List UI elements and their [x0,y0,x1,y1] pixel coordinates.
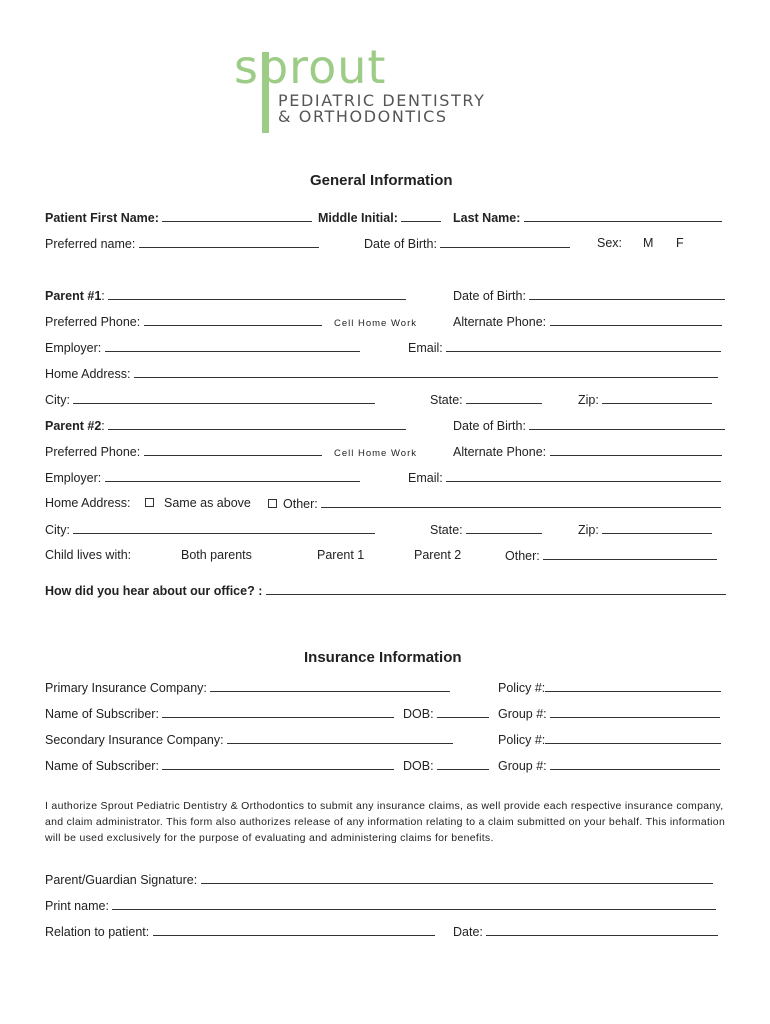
parent1-name-field[interactable]: Parent #1: [45,288,406,303]
referral-label: How did you hear about our office? : [45,584,263,598]
relation-field[interactable] [45,924,435,939]
guardian-signature-field[interactable] [45,872,713,887]
primary-group-field[interactable] [498,706,720,721]
primary-policy-label: Policy #: [498,681,546,695]
relation-label: Relation to patient: [45,925,150,939]
lives-both-option[interactable]: Both parents [181,548,252,562]
child-lives-label: Child lives with: [45,548,132,562]
parent2-name-field[interactable]: Parent #2: [45,418,406,433]
primary-subscriber-label: Name of Subscriber: [45,707,159,721]
parent2-alt-phone-label: Alternate Phone: [453,445,547,459]
secondary-dob-field[interactable] [403,758,489,773]
parent2-city-label: City: [45,523,70,537]
parent1-dob-field[interactable] [453,288,725,303]
parent1-alt-phone-label: Alternate Phone: [453,315,547,329]
parent1-city-label: City: [45,393,70,407]
lives-parent2-option[interactable]: Parent 2 [414,548,462,562]
referral-field[interactable] [45,583,726,598]
parent1-employer-label: Employer: [45,341,102,355]
parent2-label: Parent #2 [45,419,102,433]
secondary-subscriber-field[interactable] [45,758,394,773]
patient-dob-label: Date of Birth: [364,237,437,251]
other-address-label: Other: [283,497,318,511]
patient-dob-field[interactable] [364,236,570,251]
parent2-phone-label: Preferred Phone: [45,445,141,459]
authorization-paragraph: I authorize Sprout Pediatric Dentistry & Orthodontics to submit any insurance claims, as well provide each respective insurance company, and claim administrator. This form also authorizes release of any information relating to a claim submitted on your behalf. This information will be used exclusively for the purpose of evaluating and administering claims for benefits. [45,800,726,844]
sex-label: Sex: [597,236,623,250]
checkbox-icon [145,498,154,507]
secondary-subscriber-label: Name of Subscriber: [45,759,159,773]
parent2-zip-label: Zip: [578,523,599,537]
logo-line-1: PEDIATRIC DENTISTRY [278,91,486,110]
parent1-state-field[interactable] [430,392,542,407]
secondary-insurance-field[interactable] [45,732,453,747]
secondary-policy-field[interactable] [498,732,721,747]
secondary-insurance-label: Secondary Insurance Company: [45,733,224,747]
parent1-label: Parent #1 [45,289,102,303]
other-address-field[interactable] [268,496,721,511]
parent1-zip-field[interactable] [578,392,712,407]
parent1-email-field[interactable] [408,340,721,355]
same-as-above-checkbox[interactable] [145,496,251,510]
guardian-signature-label: Parent/Guardian Signature: [45,873,198,887]
middle-initial-field[interactable] [318,210,441,225]
parent2-city-field[interactable] [45,522,375,537]
middle-initial-label: Middle Initial: [318,211,398,225]
same-as-above-label: Same as above [164,496,251,510]
primary-dob-field[interactable] [403,706,489,721]
parent2-state-label: State: [430,523,463,537]
logo-wordmark: sprout [234,40,387,94]
parent2-phone-field[interactable] [45,444,322,459]
parent1-phone-label: Preferred Phone: [45,315,141,329]
logo-line-2: & ORTHODONTICS [278,107,448,126]
parent2-email-label: Email: [408,471,443,485]
parent1-address-label: Home Address: [45,367,131,381]
general-info-title: General Information [310,172,453,189]
checkbox-icon [268,499,277,508]
primary-insurance-label: Primary Insurance Company: [45,681,207,695]
primary-dob-label: DOB: [403,707,434,721]
preferred-name-field[interactable] [45,236,319,251]
secondary-group-label: Group #: [498,759,547,773]
secondary-policy-label: Policy #: [498,733,546,747]
primary-subscriber-field[interactable] [45,706,394,721]
parent2-alt-phone-field[interactable] [453,444,722,459]
parent1-phone-types[interactable]: Cell Home Work [334,318,417,329]
insurance-info-title: Insurance Information [304,649,462,666]
last-name-field[interactable] [453,210,722,225]
patient-first-name-field[interactable] [45,210,312,225]
parent1-email-label: Email: [408,341,443,355]
preferred-name-label: Preferred name: [45,237,136,251]
parent1-dob-label: Date of Birth: [453,289,526,303]
lives-other-label: Other: [505,549,540,563]
print-name-label: Print name: [45,899,109,913]
parent2-state-field[interactable] [430,522,542,537]
sex-option-m[interactable]: M [643,236,654,250]
print-name-field[interactable] [45,898,716,913]
parent1-address-field[interactable] [45,366,718,381]
signature-date-label: Date: [453,925,483,939]
parent1-state-label: State: [430,393,463,407]
primary-group-label: Group #: [498,707,547,721]
last-name-label: Last Name: [453,211,521,225]
lives-parent1-option[interactable]: Parent 1 [317,548,365,562]
parent2-dob-label: Date of Birth: [453,419,526,433]
primary-policy-field[interactable] [498,680,721,695]
parent2-phone-types[interactable]: Cell Home Work [334,448,417,459]
primary-insurance-field[interactable] [45,680,450,695]
parent1-alt-phone-field[interactable] [453,314,722,329]
parent1-city-field[interactable] [45,392,375,407]
patient-first-name-label: Patient First Name: [45,211,159,225]
parent1-zip-label: Zip: [578,393,599,407]
parent2-employer-label: Employer: [45,471,102,485]
parent2-address-label: Home Address: [45,496,131,510]
secondary-dob-label: DOB: [403,759,434,773]
sex-option-f[interactable]: F [676,236,684,250]
parent1-phone-field[interactable] [45,314,322,329]
secondary-group-field[interactable] [498,758,720,773]
parent2-email-field[interactable] [408,470,721,485]
lives-other-field[interactable] [505,548,717,563]
parent1-employer-field[interactable] [45,340,360,355]
signature-date-field[interactable] [453,924,718,939]
parent2-employer-field[interactable] [45,470,360,485]
parent2-zip-field[interactable] [578,522,712,537]
parent2-dob-field[interactable] [453,418,725,433]
